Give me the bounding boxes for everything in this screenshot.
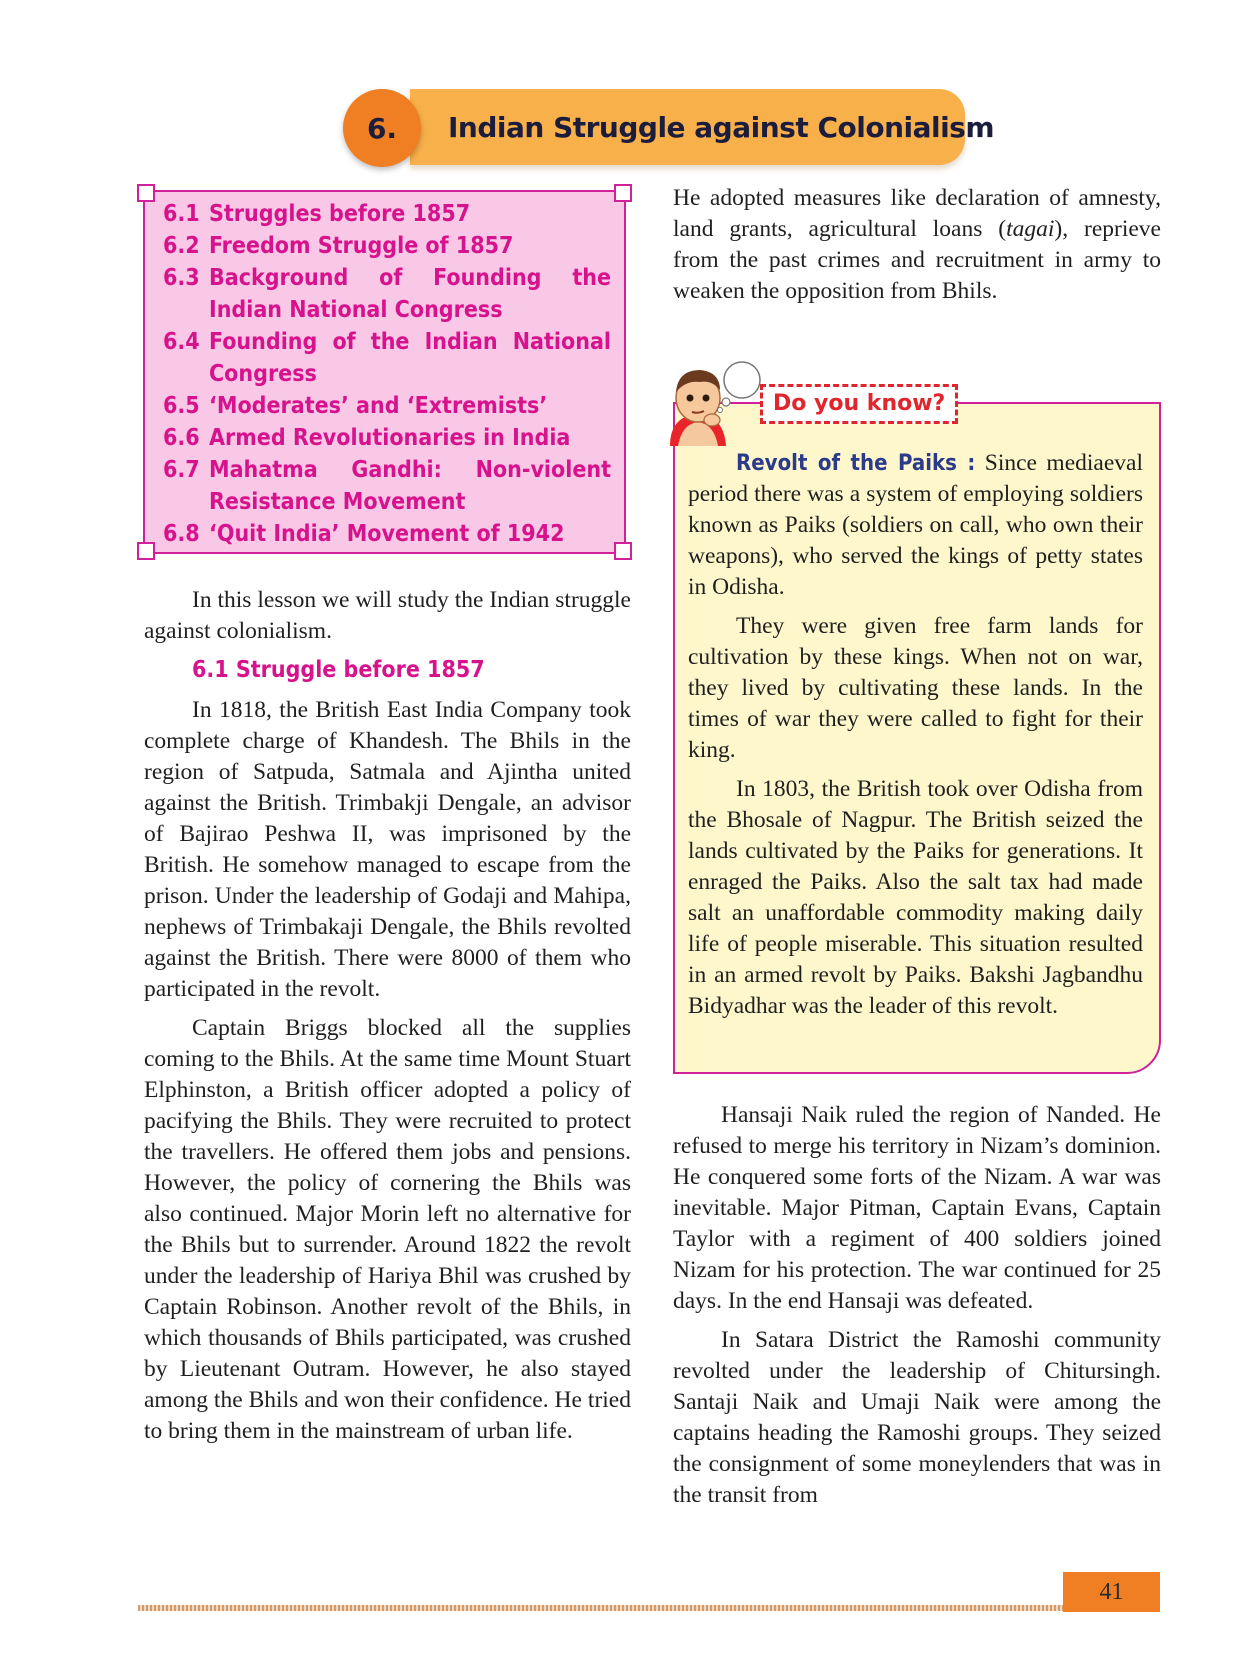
chapter-number: 6. (343, 89, 421, 167)
body-paragraph: Hansaji Naik ruled the region of Nanded. He refused to merge his territory in Nizam’s dominion. He conquered some forts of the Nizam. A war was inevitable. Major Pitman, Captain Evans, Captain Taylor with a regiment of 400 soldiers joined Nizam for his protection. The war continued for 25 days. In the end Hansaji was defeated. (673, 1102, 1161, 1314)
note-paragraph: They were given free farm lands for cultivation by these kings. When not on war, they lived by cultivating these lands. In the times of war they were called to fight for their king. (688, 613, 1143, 763)
contents-item (163, 198, 611, 230)
note-label: Revolt of the Paiks : (736, 451, 976, 476)
note-paragraph: In 1803, the British took over Odisha from the Bhosale of Nagpur. The British seized the lands cultivated by the Paiks for generations. It enraged the Paiks. Also the salt tax had made salt an unaffordable commodity making daily life of people miserable. This situation resulted in an armed revolt by Paiks. Bakshi Jagbandhu Bidyadhar was the leader of this revolt. (688, 776, 1143, 1019)
contents-item (163, 422, 611, 454)
chapter-contents-box (143, 190, 626, 554)
right-column-top (673, 183, 1161, 315)
contents-item-number: 6.3 (163, 265, 200, 291)
contents-item-number: 6.8 (163, 521, 200, 547)
corner-ornament (614, 184, 632, 202)
footer-divider (138, 1605, 1063, 1611)
corner-ornament (614, 542, 632, 560)
contents-item-text: Mahatma Gandhi: Non-violent Resistance Movement (209, 457, 611, 515)
contents-item-number: 6.7 (163, 457, 200, 483)
left-column (144, 585, 631, 1455)
chapter-title: Indian Struggle against Colonialism (448, 111, 995, 144)
continued-paragraph (673, 183, 1161, 307)
body-paragraph: In Satara District the Ramoshi community revolted under the leadership of Chitursingh. Santaji Naik and Umaji Naik were among the captains heading the Ramoshi groups. They seized the consignment of some moneylenders that was in the transit from (673, 1327, 1161, 1508)
contents-item-number: 6.5 (163, 393, 200, 419)
contents-item-text: ‘Quit India’ Movement of 1942 (209, 521, 565, 547)
do-you-know-tag: Do you know? (760, 384, 958, 424)
page-number: 41 (1063, 1572, 1160, 1612)
paragraph-text: ), reprieve from the past crimes and recruitment in army to weaken the opposition from Bhils. (673, 216, 1161, 304)
body-paragraph: Captain Briggs blocked all the supplies coming to the Bhils. At the same time Mount Stuart Elphinston, a British officer adopted a policy of pacifying the Bhils. They were recruited to protect the travellers. He offered them jobs and pensions. However, the policy of cornering the Bhils was also continued. Major Morin left no alternative for the Bhils but to surrender. Around 1822 the revolt under the leadership of Hariya Bhil was crushed by Captain Robinson. Another revolt of the Bhils, in which thousands of Bhils participated, was crushed by Lieutenant Outram. However, he also stayed among the Bhils and won their confidence. He tried to bring them in the mainstream of urban life. (144, 1015, 631, 1444)
intro-paragraph: In this lesson we will study the Indian struggle against colonialism. (144, 587, 631, 644)
body-paragraph: In 1818, the British East India Company took complete charge of Khandesh. The Bhils in the region of Satpuda, Satmala and Ajintha united against the British. Trimbakji Dengale, an advisor of Bajirao Peshwa II, was imprisoned by the British. He somehow managed to escape from the prison. Under the leadership of Godaji and Mahipa, nephews of Trimbakaji Dengale, the Bhils revolted against the British. There were 8000 of them who participated in the revolt. (144, 697, 631, 1002)
corner-ornament (137, 542, 155, 560)
italic-term: tagai (1006, 216, 1055, 242)
note-paragraph (688, 448, 1143, 603)
corner-ornament (137, 184, 155, 202)
contents-item (163, 518, 611, 550)
contents-item-number: 6.6 (163, 425, 200, 451)
do-you-know-content (688, 448, 1143, 1030)
contents-item-text: Struggles before 1857 (209, 201, 471, 227)
contents-item (163, 262, 611, 326)
contents-item-text: Founding of the Indian National Congress (209, 329, 611, 387)
contents-item-text: Background of Founding the Indian National Congress (209, 265, 611, 323)
thinking-kid-illustration (664, 358, 768, 446)
contents-item-number: 6.1 (163, 201, 200, 227)
contents-item (163, 454, 611, 518)
contents-item-text: Armed Revolutionaries in India (209, 425, 571, 451)
paragraph-text: He adopted measures like declaration of amnesty, land grants, agricultural loans ( (673, 185, 1161, 242)
contents-item (163, 326, 611, 390)
contents-item-text: Freedom Struggle of 1857 (209, 233, 514, 259)
do-you-know-box (673, 402, 1161, 1074)
contents-item-number: 6.4 (163, 329, 200, 355)
note-text: Since mediaeval period there was a system of employing soldiers known as Paiks (soldiers on call, who own their weapons), who served the kings of petty states in Odisha. (688, 450, 1143, 600)
contents-item (163, 390, 611, 422)
contents-item-text: ‘Moderates’ and ‘Extremists’ (209, 393, 548, 419)
right-column-bottom (673, 1100, 1161, 1519)
contents-list (163, 198, 611, 550)
contents-item-number: 6.2 (163, 233, 200, 259)
contents-item (163, 230, 611, 262)
section-heading: 6.1 Struggle before 1857 (192, 657, 485, 683)
